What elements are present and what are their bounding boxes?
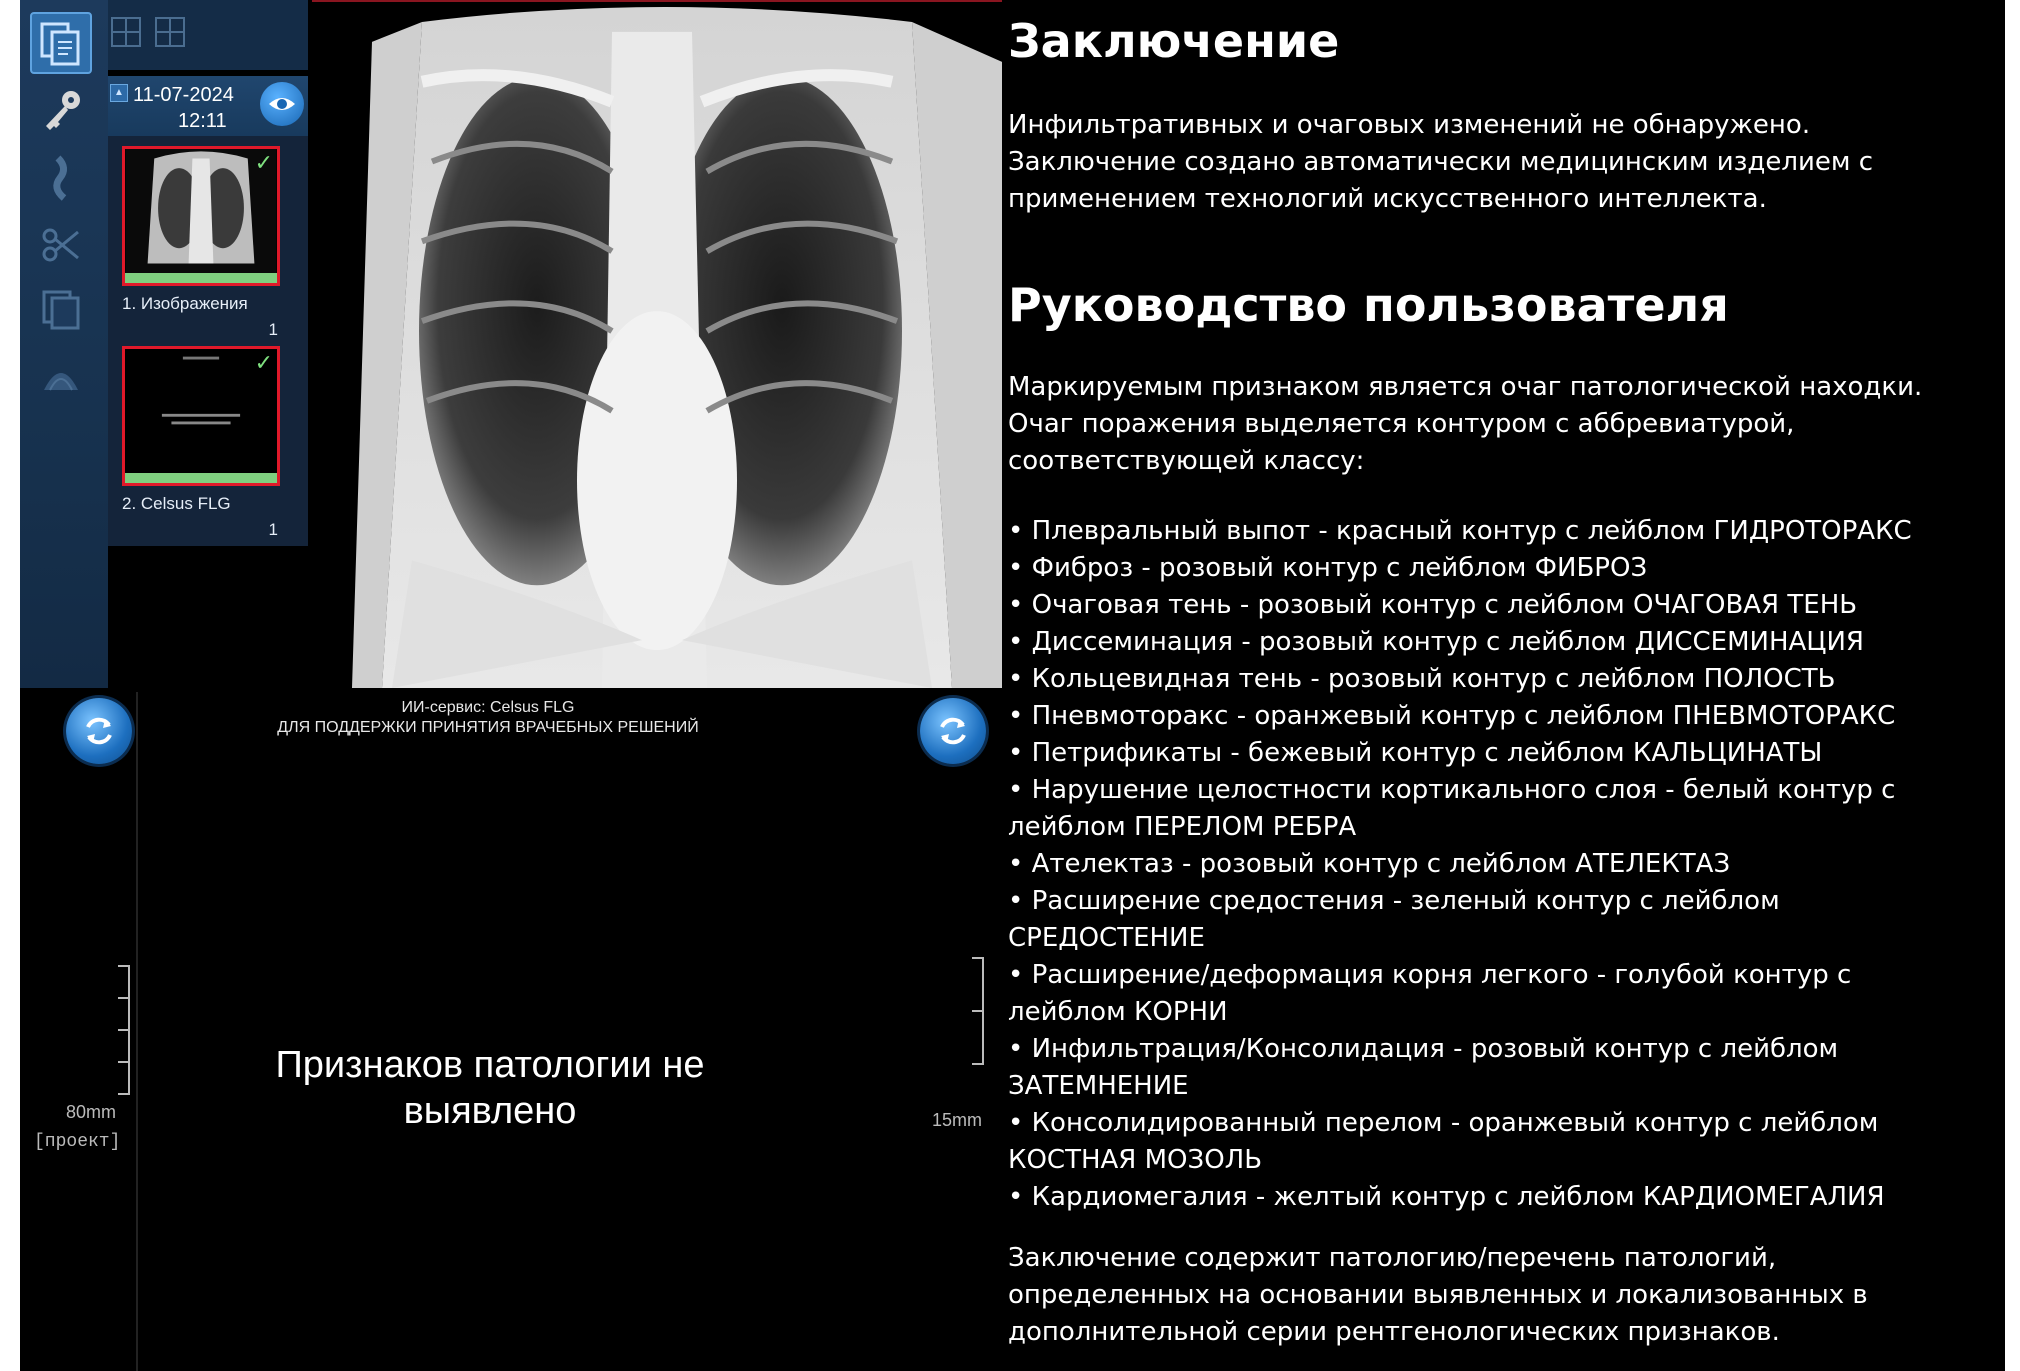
series-panel [108,0,308,688]
key-icon[interactable] [30,80,92,142]
series-count: 1 [268,320,278,339]
ultrasound-icon[interactable] [30,344,92,406]
list-item: • Плевральный выпот - красный контур с лейблом ГИДРОТОРАКС [1008,516,1912,546]
scale-tick [118,965,128,967]
list-item: • Ателектаз - розовый контур с лейблом АТЕЛЕКТАЗ [1008,849,1731,879]
label-legend-list [1008,513,1912,1216]
list-item: ЗАТЕМНЕНИЕ [1008,1071,1189,1101]
conclusion-text [1008,107,1873,218]
series-label: 1. Изображения [122,294,248,313]
text-line: соответствующей классу: [1008,446,1365,476]
guide-title: Руководство пользователя [1008,278,1729,332]
scale-tick [972,957,982,959]
report-text-panel [1002,0,2005,1371]
refresh-icon[interactable] [66,698,132,764]
guide-intro [1008,369,1922,480]
scale-label-right: 15mm [932,1110,983,1130]
layout-2x2-icon[interactable] [152,14,188,50]
collapse-icon[interactable]: ▲ [110,84,128,102]
text-line: Маркируемым признаком является очаг патологической находки. [1008,372,1923,402]
list-item: лейблом КОРНИ [1008,997,1228,1027]
no-pathology-result [210,1042,770,1134]
list-item: • Кольцевидная тень - розовый контур с лейблом ПОЛОСТЬ [1008,664,1836,694]
list-item: КОСТНАЯ МОЗОЛЬ [1008,1145,1263,1175]
ai-service-header [138,698,838,738]
xray-viewport[interactable] [312,0,1002,688]
report-viewport[interactable] [20,692,1002,1371]
scale-tick [118,1093,128,1095]
scale-tick [972,1010,982,1012]
scale-tick [972,1063,982,1065]
list-item: • Фиброз - розовый контур с лейблом ФИБРОЗ [1008,553,1648,583]
result-line: выявлено [403,1090,577,1132]
list-item: • Пневмоторакс - оранжевый контур с лейблом ПНЕВМОТОРАКС [1008,701,1896,731]
text-line: Заключение содержит патологию/перечень патологий, [1008,1243,1777,1273]
scale-bar-left [116,965,130,1095]
projection-label: [проект] [34,1132,121,1152]
series-thumbnail[interactable] [122,346,280,486]
list-item: • Инфильтрация/Консолидация - розовый контур с лейблом [1008,1034,1839,1064]
series-count: 1 [268,520,278,539]
layout-1x2-icon[interactable] [108,14,144,50]
list-item: • Расширение средостения - зеленый контур с лейблом [1008,886,1780,916]
viewer-window [20,0,2005,1371]
series-list [108,136,308,546]
guide-outro [1008,1240,1868,1351]
list-item: • Консолидированный перелом - оранжевый контур с лейблом [1008,1108,1879,1138]
list-item: • Расширение/деформация корня легкого - голубой контур с [1008,960,1852,990]
list-item: • Кардиомегалия - желтый контур с лейблом КАРДИОМЕГАЛИЯ [1008,1182,1885,1212]
text-line: Очаг поражения выделяется контуром с аббревиатурой, [1008,409,1795,439]
series-label: 2. Celsus FLG [122,494,231,513]
text-line: определенных на основании выявленных и локализованных в [1008,1280,1868,1310]
list-item: • Нарушение целостности кортикального слоя - белый контур с [1008,775,1896,805]
text-line: применением технологий искусственного интеллекта. [1008,184,1767,214]
ai-service-purpose: ДЛЯ ПОДДЕРЖКИ ПРИНЯТИЯ ВРАЧЕБНЫХ РЕШЕНИЙ [277,719,699,736]
refresh-icon[interactable] [920,698,986,764]
images-icon[interactable] [30,278,92,340]
progress-bar [125,273,277,283]
study-header[interactable] [108,76,308,136]
list-item: • Очаговая тень - розовый контур с лейблом ОЧАГОВАЯ ТЕНЬ [1008,590,1858,620]
check-icon: ✓ [254,151,273,176]
list-item: • Диссеминация - розовый контур с лейблом ДИССЕМИНАЦИЯ [1008,627,1864,657]
study-date: 11-07-2024 [133,84,234,106]
text-line: дополнительной серии рентгенологических признаков. [1008,1317,1780,1347]
series-item[interactable] [122,346,282,540]
list-item: лейблом ПЕРЕЛОМ РЕБРА [1008,812,1357,842]
text-line: Заключение создано автоматически медицинским изделием с [1008,147,1874,177]
scale-bar-right [970,957,984,1065]
left-toolbar [20,0,108,688]
text-line: Инфильтративных и очаговых изменений не обнаружено. [1008,110,1811,140]
result-line: Признаков патологии не [275,1044,705,1086]
series-layout-icon[interactable] [30,12,92,74]
study-time: 12:11 [178,110,227,132]
list-item: СРЕДОСТЕНИЕ [1008,923,1205,953]
eye-icon[interactable] [260,82,304,126]
scissors-icon[interactable] [30,212,92,274]
check-icon: ✓ [254,351,273,376]
spine-icon[interactable] [30,146,92,208]
ai-service-name: ИИ-сервис: Celsus FLG [401,699,575,716]
scale-tick [118,1061,128,1063]
layout-bar [108,0,308,70]
series-item[interactable] [122,146,282,340]
series-thumbnail[interactable] [122,146,280,286]
scale-label-left: 80mm [66,1102,117,1122]
progress-bar [125,473,277,483]
scale-tick [118,1029,128,1031]
conclusion-title: Заключение [1008,14,1340,68]
list-item: • Петрификаты - бежевый контур с лейблом КАЛЬЦИНАТЫ [1008,738,1823,768]
scale-tick [118,997,128,999]
